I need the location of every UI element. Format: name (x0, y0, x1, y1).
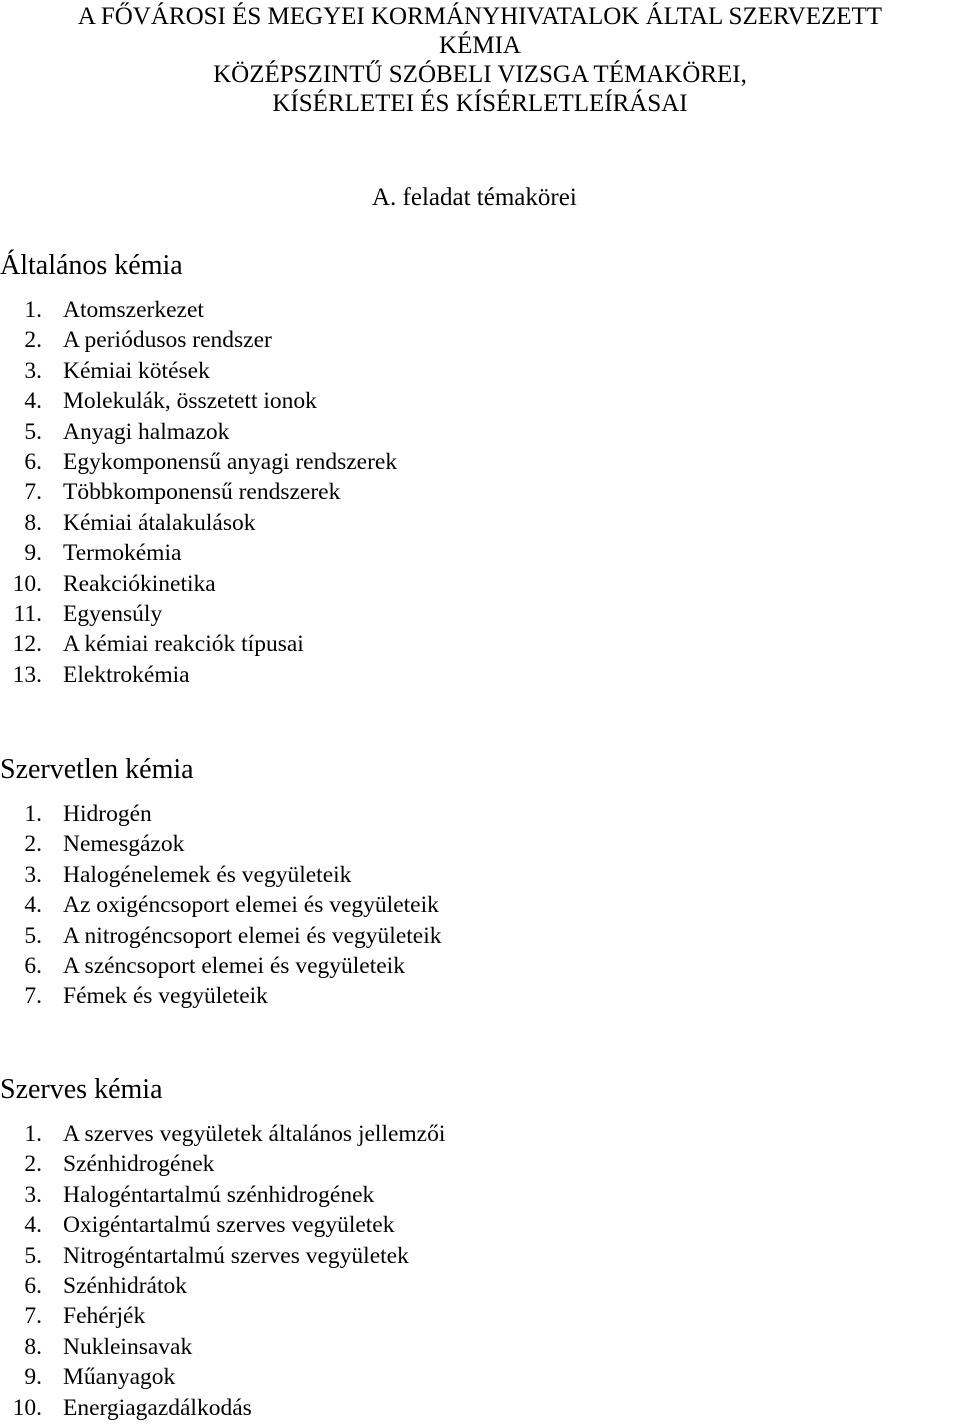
list-item-number: 6. (24, 1272, 42, 1299)
section-general-chemistry (0, 250, 398, 690)
list-item (0, 477, 341, 507)
list-item-number: 6. (24, 952, 42, 979)
list-item-label: A szerves vegyületek általános jellemzői (63, 1121, 446, 1147)
topic-list (0, 799, 442, 1012)
list-item-label: Fehérjék (63, 1303, 146, 1330)
list-item-number: 4. (24, 892, 42, 919)
section-organic-chemistry (0, 1074, 446, 1423)
list-item-label: Szénhidrogének (63, 1151, 215, 1178)
list-item-label: Termokémia (63, 540, 182, 567)
list-item-number: 5. (24, 418, 42, 445)
list-item-label: Fémek és vegyületeik (63, 983, 268, 1010)
list-item-label: A kémiai reakciók típusai (63, 631, 304, 658)
list-item (0, 890, 439, 920)
section-title: Szerves kémia (0, 1074, 163, 1105)
list-item-number: 10. (12, 570, 42, 597)
list-item (0, 1241, 409, 1271)
list-item (0, 1180, 375, 1210)
list-item-number: 2. (24, 831, 42, 858)
list-item-label: Elektrokémia (63, 661, 190, 688)
list-item (0, 386, 317, 416)
list-item-number: 9. (24, 540, 42, 567)
list-item-label: Műanyagok (63, 1364, 176, 1391)
list-item-label: Az oxigéncsoport elemei és vegyületeik (63, 892, 439, 919)
list-item (0, 569, 216, 599)
list-item-number: 2. (24, 1151, 42, 1178)
list-item-number: 1. (24, 297, 42, 323)
list-item (0, 447, 398, 477)
list-item-number: 7. (24, 479, 42, 506)
list-item-number: 6. (24, 448, 42, 475)
list-item-number: 4. (24, 388, 42, 415)
title-line: KÍSÉRLETEI ÉS KÍSÉRLETLEÍRÁSAI (272, 90, 688, 117)
list-item (0, 921, 442, 951)
list-item (0, 325, 272, 355)
list-item-number: 11. (13, 600, 42, 627)
list-item-label: Atomszerkezet (63, 297, 204, 323)
list-item-number: 3. (24, 357, 42, 384)
list-item-label: Reakciókinetika (63, 570, 216, 597)
list-item-label: Halogénelemek és vegyületeik (63, 861, 352, 888)
list-item-number: 12. (12, 631, 42, 658)
list-item-number: 1. (24, 1121, 42, 1147)
list-item-label: Energiagazdálkodás (63, 1394, 252, 1421)
list-item-label: Nitrogéntartalmú szerves vegyületek (63, 1242, 409, 1269)
list-item (0, 1362, 176, 1392)
topic-list (0, 1119, 446, 1423)
list-item-number: 5. (24, 922, 42, 949)
list-item-label: Nukleinsavak (63, 1333, 193, 1360)
list-item-number: 1. (24, 801, 42, 827)
list-item (0, 951, 405, 981)
title-line: KÖZÉPSZINTŰ SZÓBELI VIZSGA TÉMAKÖREI, (213, 61, 747, 88)
list-item-label: Oxigéntartalmú szerves vegyületek (63, 1212, 395, 1239)
list-item-label: A nitrogéncsoport elemei és vegyületeik (63, 922, 442, 949)
list-item-label: Kémiai átalakulások (63, 509, 256, 536)
list-item-number: 5. (24, 1242, 42, 1269)
list-item-label: Anyagi halmazok (63, 418, 230, 445)
list-item-number: 13. (12, 661, 42, 688)
list-item (0, 599, 183, 629)
list-item-number: 8. (24, 1333, 42, 1360)
list-item (0, 1393, 252, 1423)
section-inorganic-chemistry (0, 754, 442, 1012)
list-item (0, 417, 230, 447)
section-title: Általános kémia (0, 250, 183, 281)
section-title: Szervetlen kémia (0, 754, 194, 785)
list-item-label: Halogéntartalmú szénhidrogének (63, 1181, 375, 1208)
list-item-number: 10. (12, 1394, 42, 1421)
list-item-label: Hidrogén (63, 801, 152, 827)
list-item-number: 7. (24, 1303, 42, 1330)
list-item-number: 7. (24, 983, 42, 1010)
list-item (0, 799, 194, 829)
list-item (0, 1210, 395, 1240)
document-title (0, 2, 960, 118)
topic-list (0, 295, 398, 690)
list-item (0, 1332, 193, 1362)
list-item (0, 629, 304, 659)
list-item-label: Szénhidrátok (63, 1272, 187, 1299)
list-item (0, 1301, 163, 1331)
list-item-label: Többkomponensű rendszerek (63, 479, 341, 506)
list-item-label: Egyensúly (63, 600, 163, 627)
list-item (0, 1119, 446, 1149)
list-item-label: Molekulák, összetett ionok (63, 388, 317, 415)
list-item (0, 295, 204, 325)
list-item-number: 9. (24, 1364, 42, 1391)
list-item (0, 981, 268, 1011)
title-line: KÉMIA (439, 32, 521, 59)
list-item (0, 860, 352, 890)
list-item (0, 660, 190, 690)
list-item (0, 356, 210, 386)
list-item (0, 1149, 215, 1179)
list-item-label: A széncsoport elemei és vegyületeik (63, 952, 405, 979)
task-heading: A. feladat témakörei (372, 184, 577, 211)
list-item-number: 4. (24, 1212, 42, 1239)
list-item-label: A periódusos rendszer (63, 327, 272, 354)
list-item-label: Nemesgázok (63, 831, 185, 858)
title-line: A FŐVÁROSI ÉS MEGYEI KORMÁNYHIVATALOK ÁLTAL SZERVEZETT (77, 3, 883, 30)
list-item (0, 1271, 187, 1301)
list-item-label: Egykomponensű anyagi rendszerek (63, 448, 398, 475)
list-item (0, 538, 183, 568)
list-item-number: 3. (24, 861, 42, 888)
list-item-number: 2. (24, 327, 42, 354)
list-item-label: Kémiai kötések (63, 357, 210, 384)
list-item-number: 3. (24, 1181, 42, 1208)
list-item (0, 829, 194, 859)
list-item-number: 8. (24, 509, 42, 536)
list-item (0, 508, 256, 538)
